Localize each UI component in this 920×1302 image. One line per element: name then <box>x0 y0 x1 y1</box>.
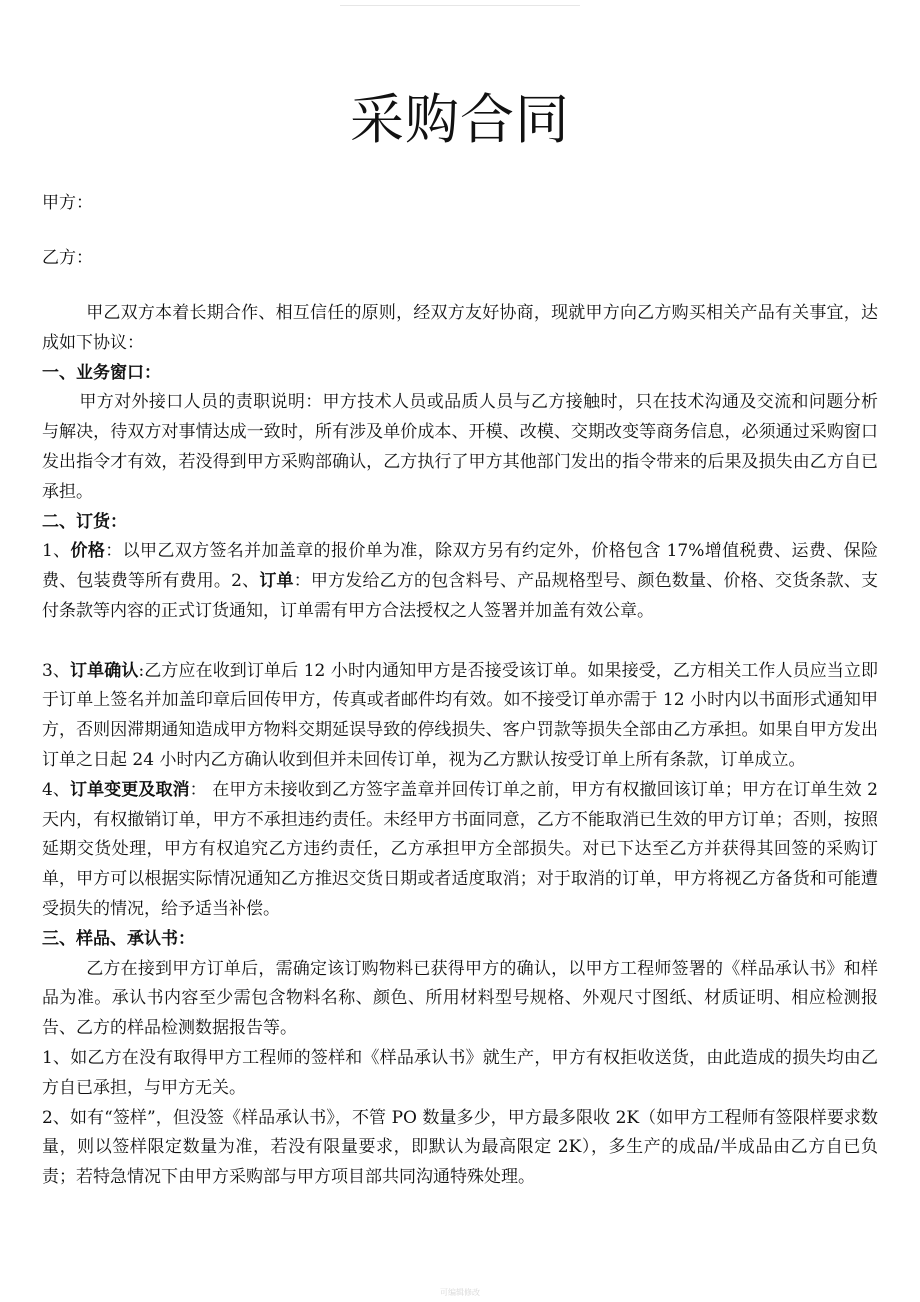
party-a-label: 甲方： <box>42 193 93 213</box>
item-3-number: 3、 <box>42 660 71 681</box>
footer-watermark: 可编辑修改 <box>440 1288 480 1297</box>
section-2-item-1-2 <box>42 537 878 626</box>
section-3-item-1: 1、如乙方在没有取得甲方工程师的签样和《样品承认书》就生产，甲方有权拒收送货，由此造成的损失均由乙方自已承担，与甲方无关。 <box>42 1047 878 1098</box>
item-4-label: 订单变更及取消 <box>70 779 190 800</box>
section-3-item-2: 2、如有“签样”，但没签《样品承认书》，不管 PO 数量多少，甲方最多限收 2K（如甲方工程师有签限样要求数量，则以签样限定数量为准，若没有限量要求，即默认为最高限定 2K），多生产的成品/半成品由乙方自已负责；若特急情况下由甲方采购部与甲方项目部共同沟通特殊处理。 <box>42 1107 878 1188</box>
item-2-number: 2、 <box>231 571 260 592</box>
section-1-text: 甲方对外接口人员的责职说明：甲方技术人员或品质人员与乙方接触时，只在技术沟通及交流和问题分析与解决，待双方对事情达成一致时，所有涉及单价成本、开模、改模、交期改变等商务信息，必须通过采购窗口发出指令才有效，若没得到甲方采购部确认，乙方执行了甲方其他部门发出的指令带来的后果及损失由乙方自已承担。 <box>42 392 878 502</box>
paragraph-gap <box>42 627 878 657</box>
item-2-label: 订单 <box>259 571 294 592</box>
section-2-item-3 <box>42 657 878 776</box>
item-3-label: 订单确认 <box>70 660 139 681</box>
section-3-heading: 三、样品、承认书： <box>42 928 195 949</box>
section-2-heading: 二、订货： <box>42 511 127 532</box>
item-1-label: 价格 <box>70 541 106 562</box>
item-4-number: 4、 <box>42 779 70 800</box>
section-1-heading: 一、业务窗口： <box>42 362 161 383</box>
item-1-text: ：以甲乙双方签名并加盖章的报价单为准，除双方另有约定外，价格包含 17%增值税费、运费、保险费、包装费等所有费用。 <box>42 541 879 592</box>
document-title: 采购合同 <box>350 88 570 151</box>
item-4-text: ： 在甲方未接收到乙方签字盖章并回传订单之前，甲方有权撤回该订单；甲方在订单生效 2 天内，有权撤销订单，甲方不承担违约责任。未经甲方书面同意，乙方不能取消已生效的甲方订单；否则，按照延期交货处理，甲方有权追究乙方违约责任，乙方承担甲方全部损失。对已下达至乙方并获得其回签的采购订单，甲方可以根据实际情况通知乙方推迟交货日期或者适度取消；对于取消的订单，甲方将视乙方备货和可能遭受损失的情况，给予适当补偿。 <box>42 779 878 919</box>
section-3-text: 乙方在接到甲方订单后，需确定该订购物料已获得甲方的确认，以甲方工程师签署的《样品承认书》和样品为准。承认书内容至少需包含物料名称、颜色、所用材料型号规格、外观尺寸图纸、材质证明、相应检测报告、乙方的样品检测数据报告等。 <box>42 958 878 1039</box>
party-b-label: 乙方： <box>42 248 93 268</box>
intro-paragraph: 甲乙双方本着长期合作、相互信任的原则，经双方友好协商，现就甲方向乙方购买相关产品有关事宜，达成如下协议： <box>42 303 878 353</box>
item-1-number: 1、 <box>42 541 71 562</box>
section-2-item-4 <box>42 776 878 925</box>
contract-body <box>42 299 878 1193</box>
item-3-text: :乙方应在收到订单后 12 小时内通知甲方是否接受该订单。如果接受，乙方相关工作人员应当立即于订单上签名并加盖印章后回传甲方，传真或者邮件均有效。如不接受订单亦需于 12 小时内以书面形式通知甲方，否则因滞期通知造成甲方物料交期延误导致的停线损失、客户罚款等损失全部由乙方承担。如果自甲方发出订单之日起 24 小时内乙方确认收到但并未回传订单，视为乙方默认按受订单上所有条款，订单成立。 <box>42 660 879 770</box>
item-2-text: ：甲方发给乙方的包含料号、产品规格型号、颜色数量、价格、交货条款、支付条款等内容的正式订货通知，订单需有甲方合法授权之人签署并加盖有效公章。 <box>42 571 879 621</box>
